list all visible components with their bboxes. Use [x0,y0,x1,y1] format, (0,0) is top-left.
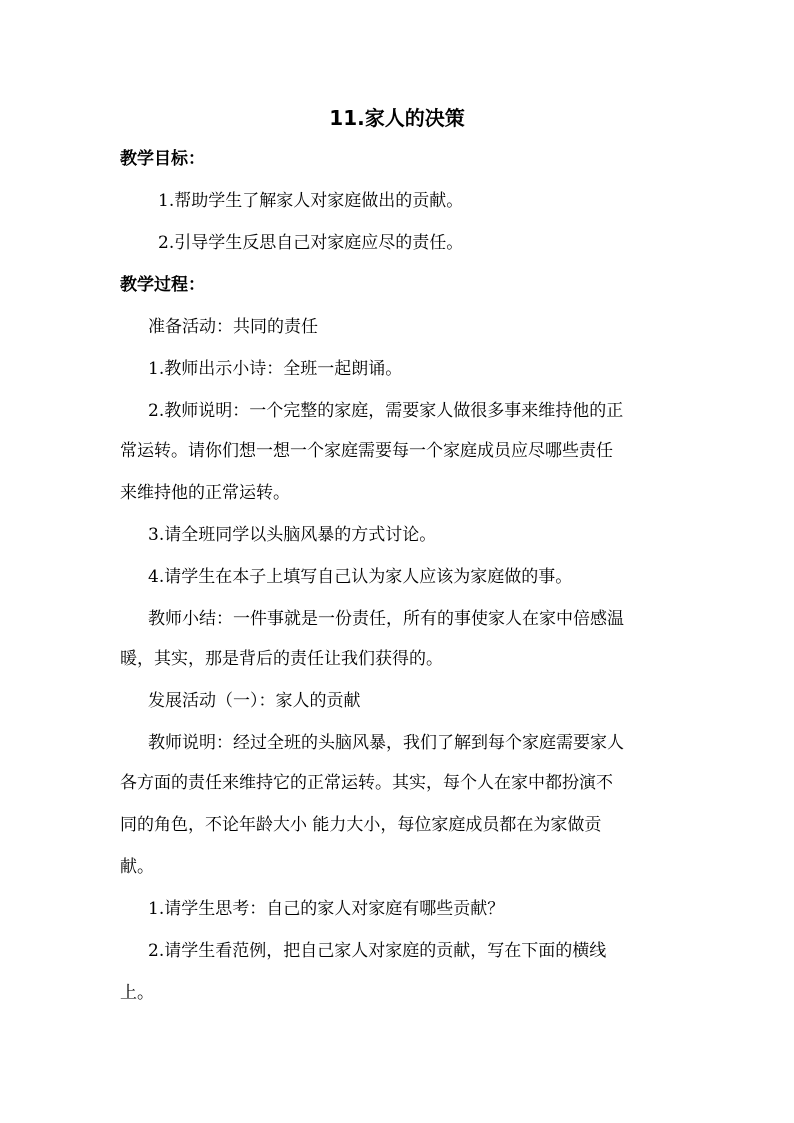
section-prep-activity: 准备活动：共同的责任 [148,317,318,337]
document-title: 11.家人的决策 [329,106,465,130]
paragraph-line: 各方面的责任来维持它的正常运转。其实，每个人在家中都扮演不 [120,773,613,793]
section-development-activity: 发展活动（一）：家人的贡献 [148,691,361,711]
paragraph-line: 2.请学生看范例，把自己家人对家庭的贡献，写在下面的横线 [148,941,607,961]
paragraph-line: 2.教师说明：一个完整的家庭，需要家人做很多事来维持他的正 [148,401,624,421]
paragraph-line: 4.请学生在本子上填写自己认为家人应该为家庭做的事。 [148,567,573,587]
goal-item-1: 1.帮助学生了解家人对家庭做出的贡献。 [158,191,464,211]
paragraph-line: 献。 [120,857,154,877]
paragraph-line: 教师小结：一件事就是一份责任，所有的事使家人在家中倍感温 [148,609,624,629]
paragraph-line: 教师说明：经过全班的头脑风暴，我们了解到每个家庭需要家人 [148,733,624,753]
paragraph-line: 来维持他的正常运转。 [120,483,290,503]
paragraph-line: 同的角色，不论年龄大小 能力大小，每位家庭成员都在为家做贡 [120,815,602,835]
paragraph-line: 1.教师出示小诗：全班一起朗诵。 [148,359,403,379]
paragraph-line: 3.请全班同学以头脑风暴的方式讨论。 [148,525,437,545]
paragraph-line: 1.请学生思考：自己的家人对家庭有哪些贡献？ [148,899,505,919]
paragraph-line: 常运转。请你们想一想一个家庭需要每一个家庭成员应尽哪些责任 [120,441,613,461]
goal-item-2: 2.引导学生反思自己对家庭应尽的责任。 [158,233,464,253]
paragraph-line: 上。 [120,983,154,1003]
teaching-process-heading: 教学过程： [120,275,205,295]
teaching-goals-heading: 教学目标： [120,149,205,169]
paragraph-line: 暖，其实，那是背后的责任让我们获得的。 [120,649,443,669]
